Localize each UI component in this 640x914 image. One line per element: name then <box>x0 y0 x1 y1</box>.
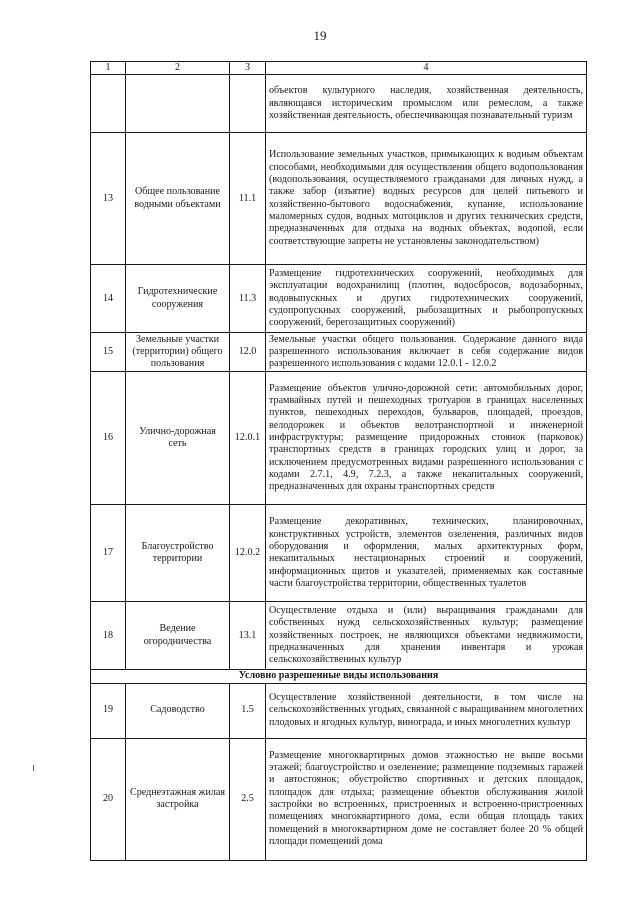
table-row <box>91 75 587 133</box>
table-row <box>91 683 587 738</box>
row-code: 11.1 <box>230 133 266 265</box>
row-name: Садоводство <box>126 683 230 738</box>
table-row <box>91 505 587 602</box>
section-header-row <box>91 670 587 683</box>
row-code: 13.1 <box>230 602 266 670</box>
row-code: 12.0 <box>230 333 266 372</box>
row-name: Земельные участки (территории) общего пользования <box>126 333 230 372</box>
margin-mark <box>33 765 34 771</box>
column-header: 2 <box>126 62 230 75</box>
row-code: 1.5 <box>230 683 266 738</box>
table-header-row <box>91 62 587 75</box>
row-description: Размещение многоквартирных домов этажностью не выше восьми этажей; благоустройство и озеленение; размещение подземных гаражей и автостоянок; обустройство спортивных и детских площадок, площадок для отдыха; размещение объектов обслуживания жилой застройки во встроенных, пристроенных и встроенно-пристроенных помещениях многоквартирного дома, если общая площадь таких помещений в многоквартирном доме не составляет более 20 % общей площади помещений дома <box>266 738 587 860</box>
row-number <box>91 75 126 133</box>
row-name: Среднеэтажная жилая застройка <box>126 738 230 860</box>
row-description: Использование земельных участков, примыкающих к водным объектам способами, необходимыми для осуществления общего водопользования (водопользования, осуществляемого гражданами для личных нужд, а также забор (изъятие) водных ресурсов для целей питьевого и хозяйственно-бытового водоснабжения, купание, использование маломерных судов, водных мотоциклов и других технических средств, предназначенных для отдыха на водных объектах, водопой, если соответствующие запреты не установлены законодательством) <box>266 133 587 265</box>
table-row <box>91 372 587 505</box>
table-row <box>91 738 587 860</box>
row-name: Улично-дорожная сеть <box>126 372 230 505</box>
column-header: 4 <box>266 62 587 75</box>
row-number: 16 <box>91 372 126 505</box>
row-name <box>126 75 230 133</box>
row-description: объектов культурного наследия, хозяйственная деятельность, являющаяся историческим промыслом или ремеслом, а также хозяйственная деятельность, обеспечивающая познавательный туризм <box>266 75 587 133</box>
row-number: 13 <box>91 133 126 265</box>
table-row <box>91 265 587 333</box>
row-description: Размещение объектов улично-дорожной сети: автомобильных дорог, трамвайных путей и пешеходных тротуаров в границах населенных пунктов, пешеходных переходов, бульваров, площадей, проездов, велодорожек и объектов велотранспортной и инженерной инфраструктуры; размещение придорожных стоянок (парковок) транспортных средств в границах городских улиц и дорог, за исключением предусмотренных видами разрешенного использования с кодами 2.7.1, 4.9, 7.2.3, а также некапитальных сооружений, предназначенных для охраны транспортных средств <box>266 372 587 505</box>
row-number: 18 <box>91 602 126 670</box>
row-code: 12.0.1 <box>230 372 266 505</box>
table-row <box>91 333 587 372</box>
row-code: 11.3 <box>230 265 266 333</box>
column-header: 1 <box>91 62 126 75</box>
row-number: 20 <box>91 738 126 860</box>
row-name: Гидротехнические сооружения <box>126 265 230 333</box>
column-header: 3 <box>230 62 266 75</box>
land-use-table <box>90 61 587 861</box>
row-name: Ведение огородничества <box>126 602 230 670</box>
row-number: 17 <box>91 505 126 602</box>
row-description: Земельные участки общего пользования. Содержание данного вида разрешенного использования включает в себя содержание видов разрешенного использования с кодами 12.0.1 - 12.0.2 <box>266 333 587 372</box>
row-number: 15 <box>91 333 126 372</box>
row-code: 12.0.2 <box>230 505 266 602</box>
row-name: Общее пользование водными объектами <box>126 133 230 265</box>
section-title: Условно разрешенные виды использования <box>91 670 587 683</box>
table-row <box>91 602 587 670</box>
table-row <box>91 133 587 265</box>
row-name: Благоустройство территории <box>126 505 230 602</box>
row-code <box>230 75 266 133</box>
row-description: Осуществление хозяйственной деятельности, в том числе на сельскохозяйственных угодьях, связанной с выращиванием многолетних плодовых и ягодных культур, винограда, и иных многолетних культур <box>266 683 587 738</box>
row-description: Размещение декоративных, технических, планировочных, конструктивных устройств, элементов озеленения, различных видов оборудования и оформления, малых архитектурных форм, некапитальных нестационарных строений и сооружений, информационных щитов и указателей, применяемых как составные части благоустройства территории, общественных туалетов <box>266 505 587 602</box>
row-number: 14 <box>91 265 126 333</box>
row-code: 2.5 <box>230 738 266 860</box>
row-description: Осуществление отдыха и (или) выращивания гражданами для собственных нужд сельскохозяйственных культур; размещение хозяйственных построек, не являющихся объектами недвижимости, предназначенных для хранения инвентаря и урожая сельскохозяйственных культур <box>266 602 587 670</box>
row-description: Размещение гидротехнических сооружений, необходимых для эксплуатации водохранилищ (плотин, водосбросов, водозаборных, водовыпускных и других гидротехнических сооружений, судопропускных сооружений, рыбозащитных и рыбопропускных сооружений, берегозащитных сооружений) <box>266 265 587 333</box>
page-number: 19 <box>313 28 327 43</box>
row-number: 19 <box>91 683 126 738</box>
